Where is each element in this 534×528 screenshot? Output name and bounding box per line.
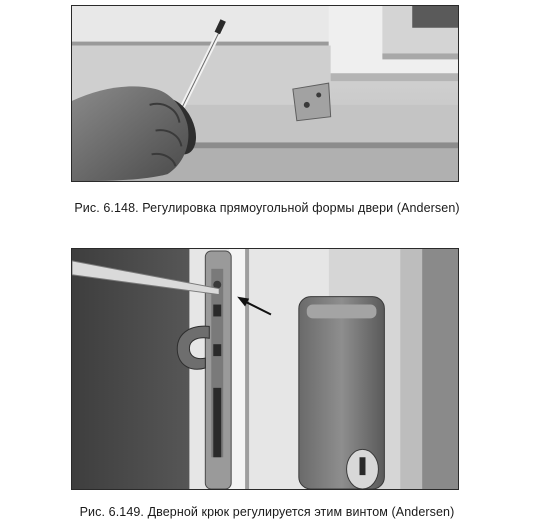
figure-photo-door-hook [71,248,459,490]
figure-caption: Рис. 6.149. Дверной крюк регулируется этим винтом (Andersen) [79,505,455,519]
figure-photo-door-adjustment [71,5,459,182]
door-hook-illustration [72,249,458,489]
figure-caption: Рис. 6.148. Регулировка прямоугольной формы двери (Andersen) [74,201,460,215]
door-adjustment-illustration [72,6,458,181]
